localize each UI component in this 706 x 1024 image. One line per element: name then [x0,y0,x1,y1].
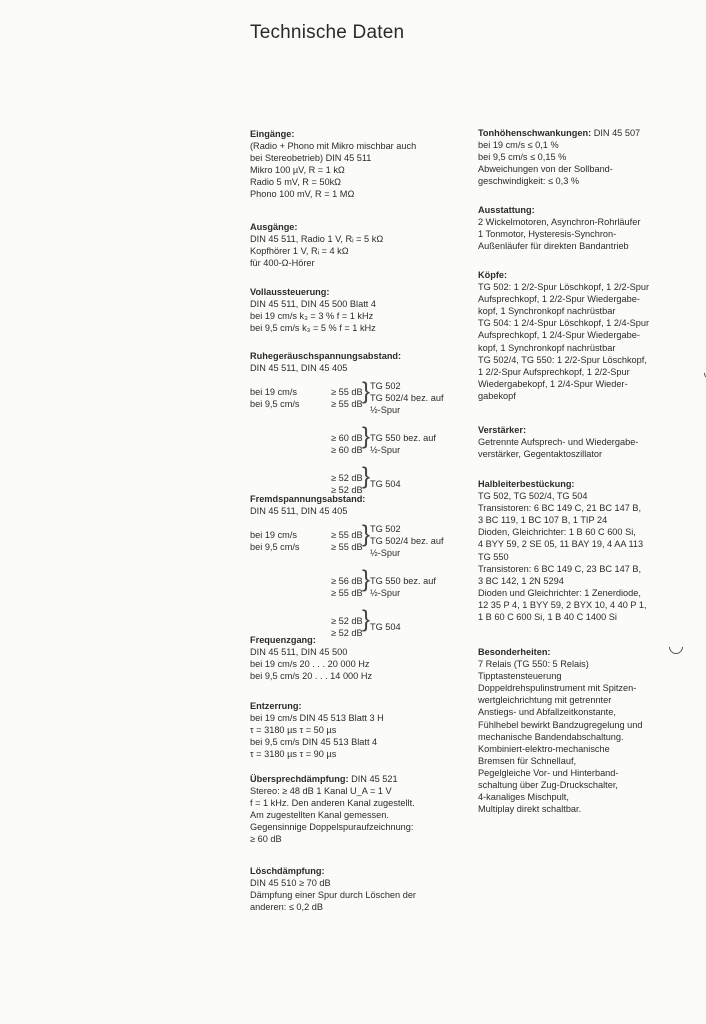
model-label: TG 550 bez. auf [370,433,436,444]
spec-line: gabekopf [478,390,516,401]
model-label: TG 550 bez. auf [370,576,436,587]
heading-text: Halbleiterbestückung: [478,479,575,489]
spec-line: Abweichungen von der Sollband- [478,164,613,175]
value-row [250,444,472,456]
section-heading [250,700,472,712]
spec-line: DIN 45 511, Radio 1 V, Rᵢ = 5 kΩ [250,234,384,245]
spec-line: bei 19 cm/s 20 . . . 20 000 Hz [250,659,370,670]
spec-line: Transistoren: 6 BC 149 C, 23 BC 147 B, [478,563,642,574]
value-row [250,432,472,444]
spec-line: bei 9,5 cm/s 20 . . . 14 000 Hz [250,671,373,682]
heading-text: Ausgänge: [250,222,298,232]
section-heading [250,128,472,140]
heading-text: Entzerrung: [250,701,302,711]
heading-text: Tonhöhenschwankungen: [478,128,592,138]
spec-line: Dioden, Gleichrichter: 1 B 60 C 600 Si, [478,527,636,538]
db-value: ≥ 55 dB [331,530,363,541]
spec-line: Aufsprechkopf, 1 2/4-Spur Wiedergabe- [478,330,640,341]
spec-line: τ = 3180 µs τ = 50 µs [250,725,337,736]
spec-line: Doppeldrehspulinstrument mit Spitzen- [478,683,637,694]
brace-glyph: } [362,566,371,593]
spec-line: Multiplay direkt schaltbar. [478,804,582,815]
model-label: TG 502/4 bez. auf [370,536,444,547]
section-heading [478,646,700,658]
brace-glyph: } [362,378,371,405]
spec-line: ≥ 60 dB [250,834,282,845]
spec-line: Pegelgleiche Vor- und Hinterband- [478,767,619,778]
spec-line: Kombiniert-elektro-mechanische [478,743,610,754]
db-value: ≥ 55 dB [331,399,363,410]
spec-line: 2 Wickelmotoren, Asynchron-Rohrläufer [478,217,641,228]
spec-line: TG 504: 1 2/4-Spur Löschkopf, 1 2/4-Spur [478,318,650,329]
section-heading [250,773,472,785]
section-loeschdaempfung [250,865,472,913]
tape-speed: bei 9,5 cm/s [250,542,300,553]
db-value: ≥ 55 dB [331,588,363,599]
spec-line: TG 550 [478,551,509,562]
db-value: ≥ 55 dB [331,387,363,398]
section-heading [478,424,700,436]
heading-text: Besonderheiten: [478,647,551,657]
value-row [250,615,472,627]
spec-line: TG 502/4, TG 550: 1 2/2-Spur Löschkopf, [478,354,647,365]
spec-line: Radio 5 mV, R = 50kΩ [250,177,342,188]
spec-line: Außenläufer für direkten Bandantrieb [478,241,629,252]
section-vollaussteuerung [250,286,472,334]
spec-line: 1 2/2-Spur Aufsprechkopf, 1 2/2-Spur [478,366,630,377]
model-label: ½-Spur [370,588,401,599]
spec-line: DIN 45 511, DIN 45 500 [250,647,348,658]
model-label: TG 504 [370,622,401,633]
heading-rest: DIN 45 521 [348,774,398,784]
value-row [250,587,472,599]
spec-line: Dioden und Gleichrichter: 1 Zenerdiode, [478,587,641,598]
spec-line: geschwindigkeit: ≤ 0,3 % [478,176,580,187]
model-label: TG 502 [370,381,401,392]
spec-line: bei 9,5 cm/s DIN 45 513 Blatt 4 [250,737,378,748]
db-value: ≥ 60 dB [331,445,363,456]
heading-text: Köpfe: [478,270,508,280]
model-label: TG 502 [370,524,401,535]
section-tonhoehen [478,127,700,187]
value-row [250,575,472,587]
heading-text: Vollaussteuerung: [250,287,330,297]
tape-speed: bei 19 cm/s [250,387,297,398]
section-frequenzgang [250,634,472,682]
spec-line: bei 9,5 cm/s k₃ = 5 % f = 1 kHz [250,323,376,334]
spec-line: Dämpfung einer Spur durch Löschen der [250,890,416,901]
heading-text: Eingänge: [250,129,295,139]
page-title: Technische Daten [250,22,405,43]
spec-line: TG 502, TG 502/4, TG 504 [478,491,588,502]
section-heading [478,204,700,216]
spec-line: 3 BC 119, 1 BC 107 B, 1 TIP 24 [478,515,608,526]
spec-line: 4 BYY 59, 2 SE 05, 11 BAY 19, 4 AA 113 [478,539,644,550]
section-heading: Fremdspannungsabstand: [250,494,366,504]
value-row [250,472,472,484]
binder-hole-mark [701,363,706,383]
spec-line: 1 B 60 C 600 Si, 1 B 40 C 1400 Si [478,612,617,623]
db-value: ≥ 52 dB [331,628,363,639]
spec-line: (Radio + Phono mit Mikro mischbar auch [250,141,417,152]
section-koepfe [478,269,700,402]
spec-line: Getrennte Aufsprech- und Wiedergabe- [478,437,639,448]
spec-line: TG 502: 1 2/2-Spur Löschkopf, 1 2/2-Spur [478,282,650,293]
heading-text: Löschdämpfung: [250,866,325,876]
section-heading [478,269,700,281]
spec-line: kopf, 1 Synchronkopf nachrüstbar [478,306,616,317]
section-eingaenge [250,128,472,201]
section-verstaerker [478,424,700,460]
spec-line: 7 Relais (TG 550: 5 Relais) [478,659,589,670]
db-value: ≥ 60 dB [331,433,363,444]
spec-line: Kopfhörer 1 V, Rᵢ = 4 kΩ [250,246,349,257]
spec-line: τ = 3180 µs τ = 90 µs [250,749,337,760]
section-ruhegeraeusch [250,350,472,496]
spec-line: Aufsprechkopf, 1 2/2-Spur Wiedergabe- [478,294,640,305]
model-label: TG 504 [370,479,401,490]
section-fremdspannung [250,493,472,639]
spec-line: Tipptastensteuerung [478,671,562,682]
spec-line: anderen: ≤ 0,2 dB [250,902,323,913]
spec-line: DIN 45 510 ≥ 70 dB [250,878,331,889]
heading-text: Verstärker: [478,425,527,435]
section-heading [250,286,472,298]
section-heading [250,221,472,233]
spec-line: Fühlhebel bewirkt Bandzugregelung und [478,719,643,730]
spec-line: Phono 100 mV, R = 1 MΩ [250,189,355,200]
db-value: ≥ 55 dB [331,542,363,553]
section-besonderheiten [478,646,700,815]
spec-line: DIN 45 511, DIN 45 405 [250,363,348,374]
spec-line: Bremsen für Schnellauf, [478,755,577,766]
db-value: ≥ 56 dB [331,576,363,587]
heading-text: Ausstattung: [478,205,535,215]
spec-line: Mikro 100 µV, R = 1 kΩ [250,165,345,176]
db-value: ≥ 52 dB [331,485,363,496]
spec-line: Stereo: ≥ 48 dB 1 Kanal U_A = 1 V [250,786,392,797]
section-heading [250,634,472,646]
spec-line: schaltung über Zug-Druckschalter, [478,780,618,791]
spec-line: Anstiegs- und Abfallzeitkonstante, [478,707,616,718]
spec-line: Transistoren: 6 BC 149 C, 21 BC 147 B, [478,503,642,514]
spec-line: 1 Tonmotor, Hysteresis-Synchron- [478,229,617,240]
spec-line: 3 BC 142, 1 2N 5294 [478,575,564,586]
section-ausgaenge [250,221,472,269]
section-entzerrung [250,700,472,760]
brace-glyph: } [362,463,371,490]
spec-line: 12 35 P 4, 1 BYY 59, 2 BYX 10, 4 40 P 1, [478,599,647,610]
section-heading [478,127,700,139]
spec-line: Wiedergabekopf, 1 2/4-Spur Wieder- [478,378,628,389]
tape-speed: bei 19 cm/s [250,530,297,541]
spec-line: f = 1 kHz. Den anderen Kanal zugestellt. [250,798,415,809]
spec-line: Gegensinnige Doppelspuraufzeichnung: [250,822,414,833]
model-label: ½-Spur [370,548,401,559]
section-heading [250,865,472,877]
spec-line: bei 19 cm/s DIN 45 513 Blatt 3 H [250,713,384,724]
model-label: ½-Spur [370,445,401,456]
spec-line: DIN 45 511, DIN 45 500 Blatt 4 [250,299,376,310]
brace-glyph: } [362,521,371,548]
section-uebersprech [250,773,472,846]
heading-text: Frequenzgang: [250,635,316,645]
db-value: ≥ 52 dB [331,473,363,484]
section-heading [478,478,700,490]
spec-line: bei 19 cm/s ≤ 0,1 % [478,140,559,151]
heading-rest: DIN 45 507 [591,128,641,138]
heading-text: Übersprechdämpfung: [250,774,349,784]
section-heading: Ruhegeräuschspannungsabstand: [250,351,402,361]
spec-line: kopf, 1 Synchronkopf nachrüstbar [478,342,616,353]
spec-line: bei 19 cm/s k₃ = 3 % f = 1 kHz [250,311,374,322]
tape-speed: bei 9,5 cm/s [250,399,300,410]
spec-line: bei Stereobetrieb) DIN 45 511 [250,153,372,164]
model-label: ½-Spur [370,405,401,416]
spec-line: verstärker, Gegentaktoszillator [478,449,603,460]
spec-line: wertgleichrichtung mit getrennter [478,695,612,706]
brace-glyph: } [362,423,371,450]
spec-line: bei 9,5 cm/s ≤ 0,15 % [478,152,567,163]
model-label: TG 502/4 bez. auf [370,393,444,404]
spec-line: 4-kanaliges Mischpult, [478,792,569,803]
db-value: ≥ 52 dB [331,616,363,627]
spec-line: mechanische Bandendabschaltung. [478,731,624,742]
section-halbleiter [478,478,700,623]
spec-line: DIN 45 511, DIN 45 405 [250,506,348,517]
spec-line: Am zugestellten Kanal gemessen. [250,810,389,821]
spec-line: für 400-Ω-Hörer [250,258,315,269]
brace-glyph: } [362,606,371,633]
section-ausstattung [478,204,700,252]
